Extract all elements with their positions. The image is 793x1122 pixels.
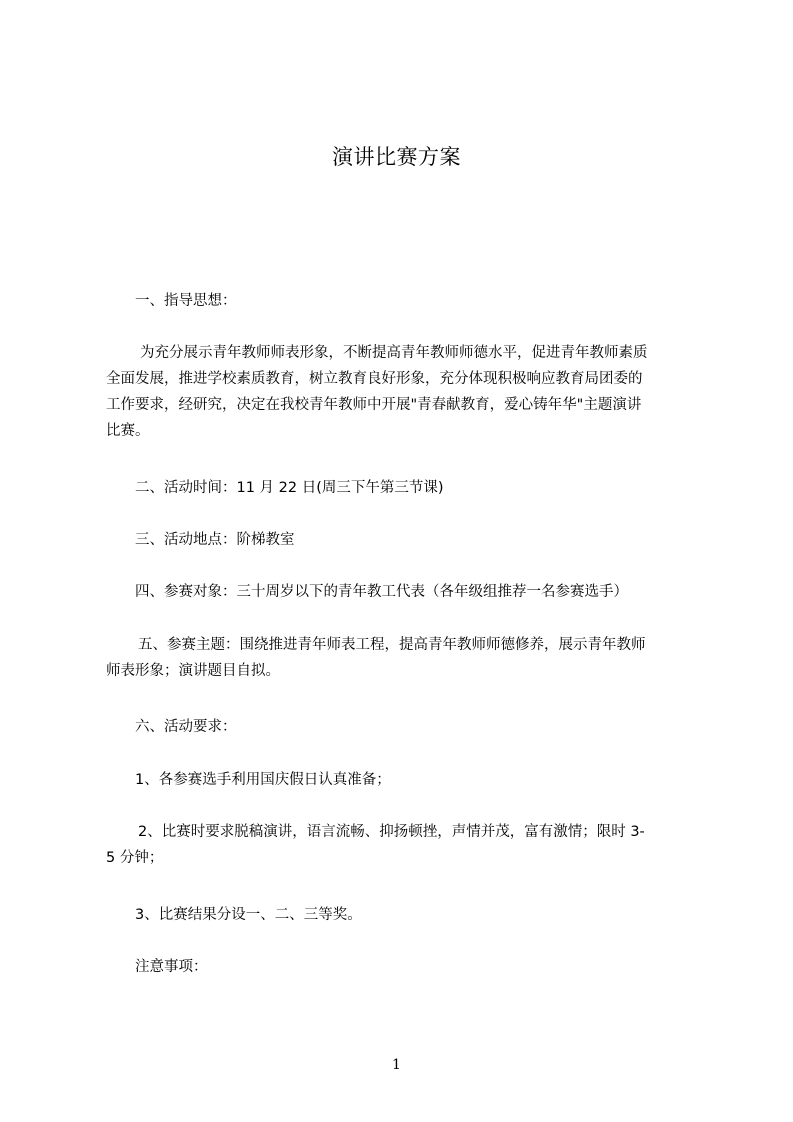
section-6-heading: 六、活动要求： — [135, 719, 237, 735]
requirement-2-line-1: 2、比赛时要求脱稿演讲，语言流畅、抑扬顿挫，声情并茂，富有激情；限时 3- — [138, 824, 645, 840]
section-5-line-2: 师表形象；演讲题目自拟。 — [106, 663, 280, 679]
section-5-line-1: 五、参赛主题：围绕推进青年师表工程，提高青年教师师德修养，展示青年教师 — [138, 637, 646, 653]
section-1-body — [106, 340, 700, 444]
section-5-theme — [106, 632, 700, 684]
notes-heading: 注意事项： — [135, 959, 208, 975]
section-2-activity-time: 二、活动时间：11 月 22 日(周三下午第三节课) — [135, 480, 444, 496]
page-number: 1 — [392, 1057, 401, 1073]
requirement-2 — [106, 819, 700, 871]
page-title: 演讲比赛方案 — [332, 145, 461, 169]
section-3-activity-location: 三、活动地点：阶梯教室 — [135, 532, 295, 548]
requirement-3: 3、比赛结果分设一、二、三等奖。 — [135, 907, 362, 923]
requirement-2-line-2: 5 分钟； — [106, 850, 164, 866]
section-1-line-4: 比赛。 — [106, 423, 150, 439]
section-1-heading: 一、指导思想： — [135, 293, 237, 309]
section-4-participants: 四、参赛对象：三十周岁以下的青年教工代表（各年级组推荐一名参赛选手） — [135, 584, 628, 600]
section-1-line-2: 全面发展，推进学校素质教育，树立教育良好形象，充分体现积极响应教育局团委的 — [106, 371, 643, 387]
section-1-line-3: 工作要求，经研究，决定在我校青年教师中开展"青春献教育，爱心铸年华"主题演讲 — [106, 397, 642, 413]
section-1-line-1: 为充分展示青年教师师表形象，不断提高青年教师师德水平，促进青年教师素质 — [140, 345, 648, 361]
requirement-1: 1、各参赛选手利用国庆假日认真准备； — [135, 772, 391, 788]
